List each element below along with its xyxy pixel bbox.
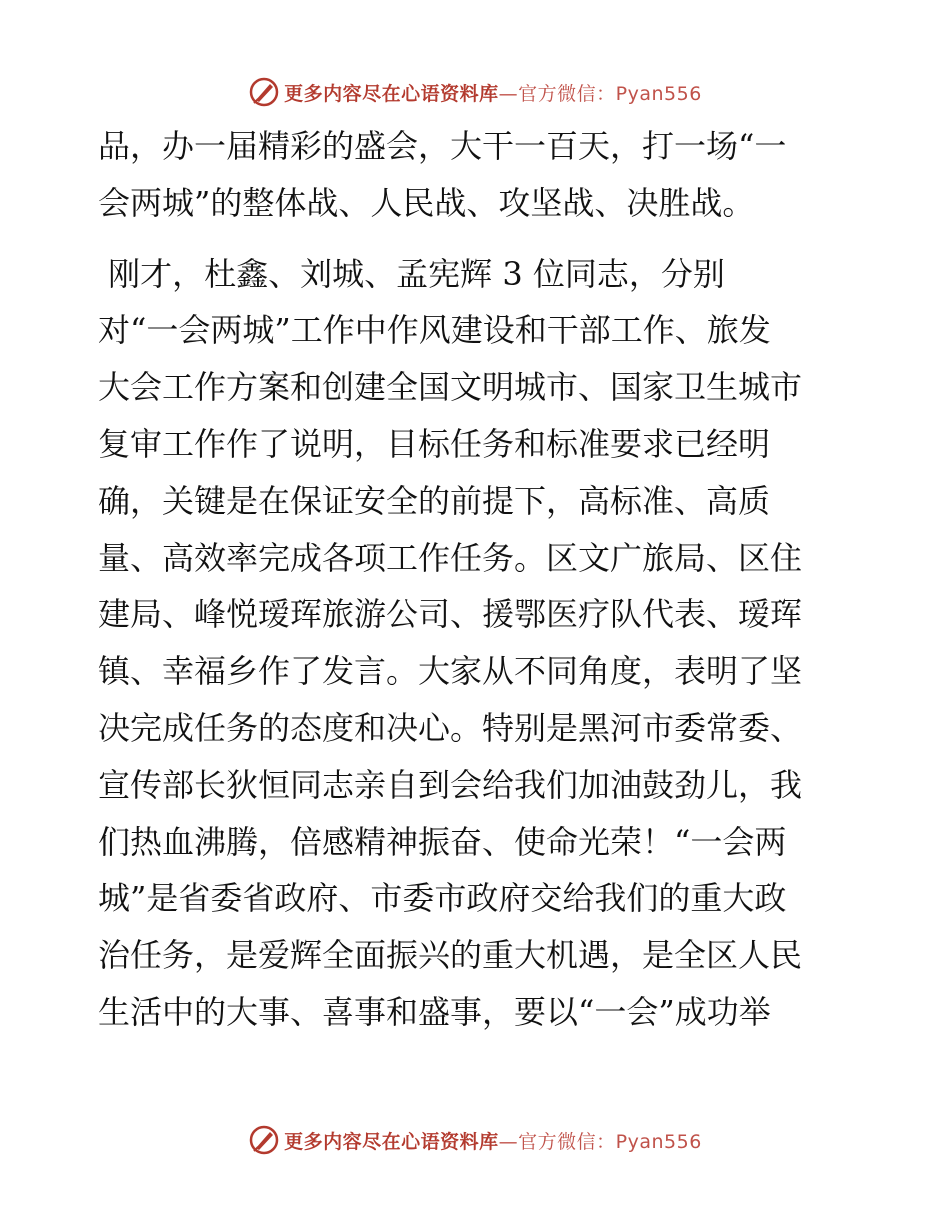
text-line: 宣传部长狄恒同志亲自到会给我们加油鼓劲儿，我 xyxy=(98,765,803,804)
text-line: 大会工作方案和创建全国文明城市、国家卫生城市 xyxy=(98,368,803,407)
text-line: 量、高效率完成各项工作任务。区文广旅局、区住 xyxy=(98,538,803,577)
footer-brand: 更多内容尽在心语资料库 xyxy=(284,1130,499,1153)
text-line: 会两城”的整体战、人民战、攻坚战、决胜战。 xyxy=(98,183,755,222)
text-line: 对“一会两城”工作中作风建设和干部工作、旅发 xyxy=(98,311,771,350)
text-line: 城”是省委省政府、市委市政府交给我们的重大政 xyxy=(98,879,787,918)
footer-contact: 官方微信：Pyan556 xyxy=(518,1130,702,1153)
header-contact: 官方微信：Pyan556 xyxy=(518,82,702,105)
text-line: 生活中的大事、喜事和盛事，要以“一会”成功举 xyxy=(98,992,771,1031)
text-line: 刚才，杜鑫、刘城、孟宪辉 3 位同志，分别 xyxy=(98,254,725,293)
quill-logo-icon xyxy=(248,1124,280,1156)
paragraph-2 xyxy=(98,246,858,1041)
document-body xyxy=(98,118,858,1041)
quill-logo-icon xyxy=(248,76,280,108)
text-line: 品，办一届精彩的盛会，大干一百天，打一场“一 xyxy=(98,127,787,165)
text-line: 们热血沸腾，倍感精神振奋、使命光荣！“一会两 xyxy=(98,822,787,861)
footer-banner xyxy=(0,1120,950,1160)
paragraph-1 xyxy=(98,118,858,232)
text-line: 确，关键是在保证安全的前提下，高标准、高质 xyxy=(98,481,771,520)
text-line: 建局、峰悦瑷珲旅游公司、援鄂医疗队代表、瑷珲 xyxy=(98,595,803,634)
header-separator: — xyxy=(498,82,519,105)
text-line: 决完成任务的态度和决心。特别是黑河市委常委、 xyxy=(98,708,803,747)
header-brand: 更多内容尽在心语资料库 xyxy=(284,82,499,105)
footer-separator: — xyxy=(498,1130,519,1153)
text-line: 镇、幸福乡作了发言。大家从不同角度，表明了坚 xyxy=(98,652,803,691)
text-line: 复审工作作了说明，目标任务和标准要求已经明 xyxy=(98,424,771,463)
header-banner xyxy=(0,72,950,112)
text-line: 治任务，是爱辉全面振兴的重大机遇，是全区人民 xyxy=(98,936,803,975)
